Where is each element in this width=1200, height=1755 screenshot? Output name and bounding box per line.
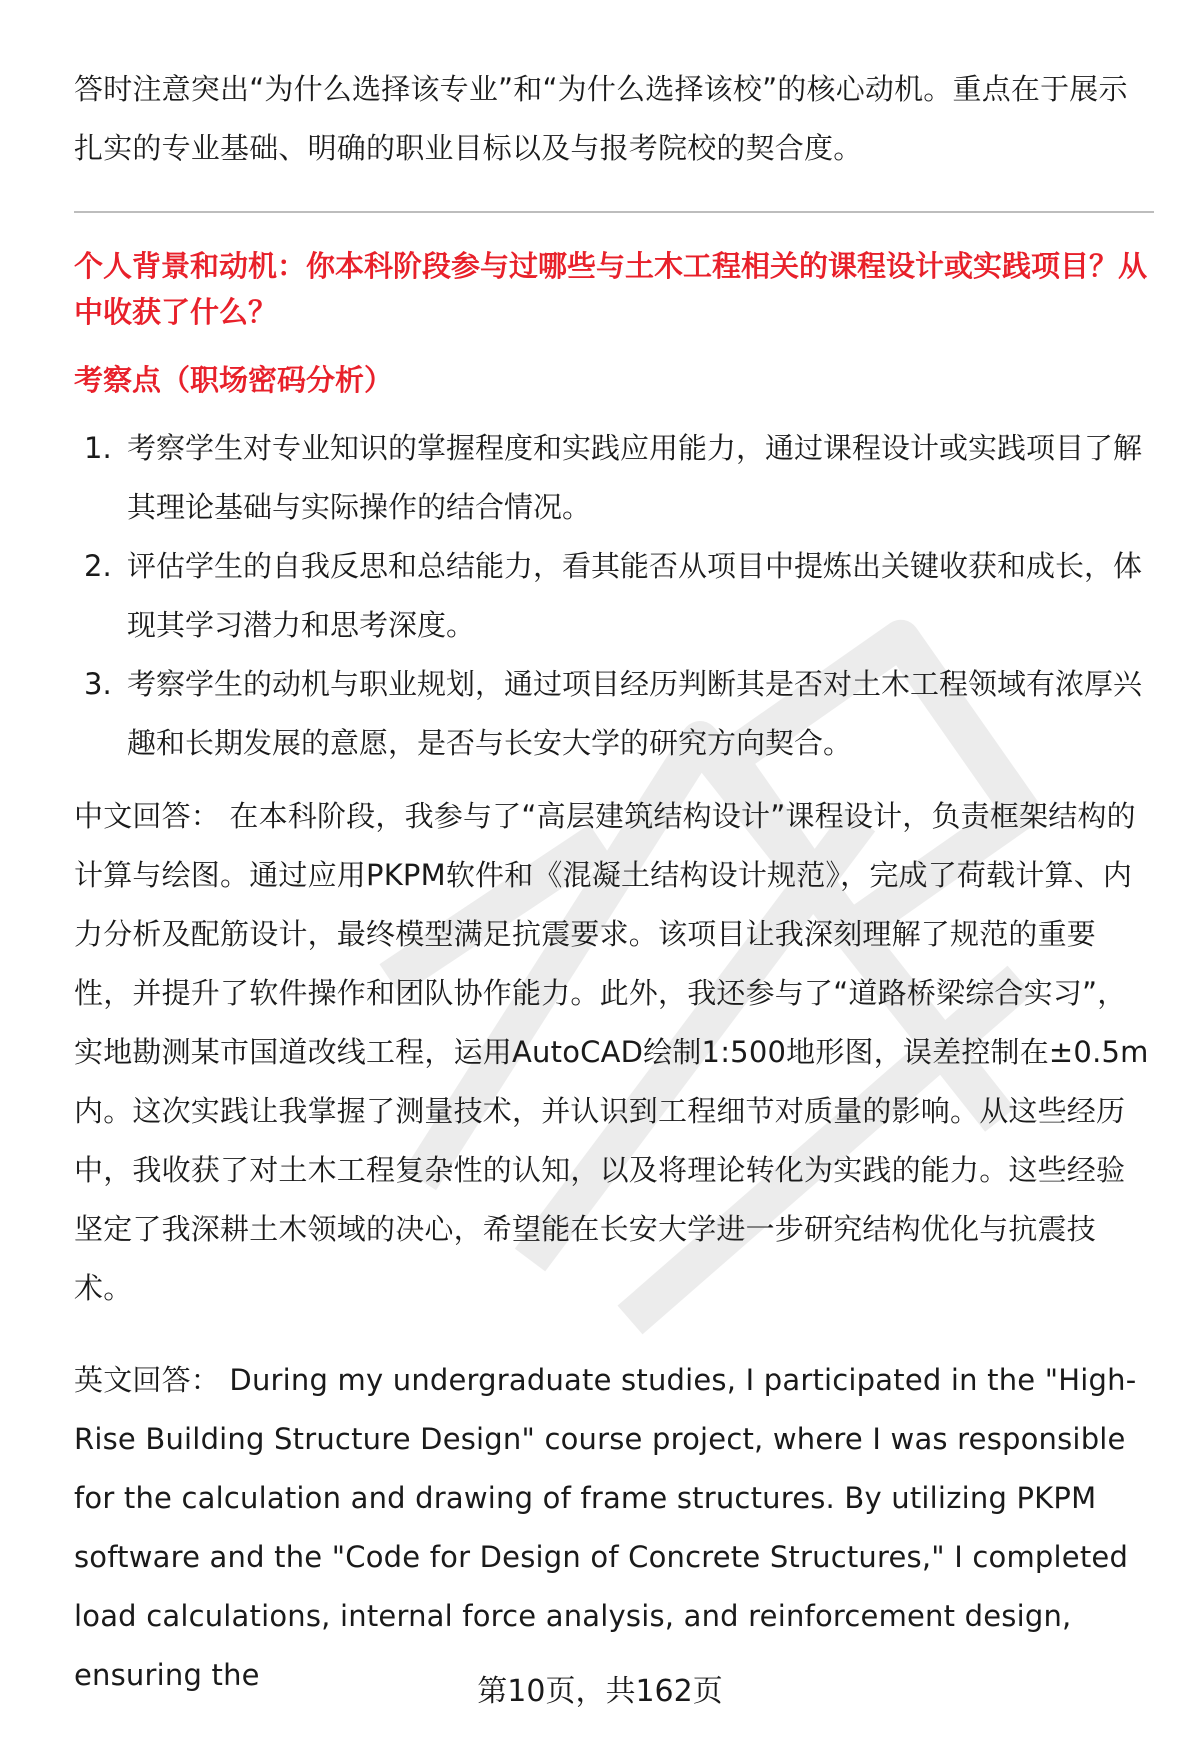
list-item-text: 考察学生对专业知识的掌握程度和实践应用能力，通过课程设计或实践项目了解其理论基础与实际操作的结合情况。 — [127, 431, 1143, 524]
list-item-text: 考察学生的动机与职业规划，通过项目经历判断其是否对土木工程领域有浓厚兴趣和长期发展的意愿，是否与长安大学的研究方向契合。 — [127, 667, 1143, 760]
list-item-number: 3. — [84, 667, 112, 701]
chinese-answer-paragraph: 中文回答： 在本科阶段，我参与了“高层建筑结构设计”课程设计，负责框架结构的计算与绘图。通过应用PKPM软件和《混凝土结构设计规范》，完成了荷载计算、内力分析及配筋设计，最终模型满足抗震要求。该项目让我深刻理解了规范的重要性，并提升了软件操作和团队协作能力。此外，我还参与了“道路桥梁综合实习”，实地勘测某市国道改线工程，运用AutoCAD绘制1:500地形图，误差控制在±0.5m内。这次实践让我掌握了测量技术，并认识到工程细节对质量的影响。从这些经历中，我收获了对土木工程复杂性的认知，以及将理论转化为实践的能力。这些经验坚定了我深耕土木领域的决心，希望能在长安大学进一步研究结构优化与抗震技术。 — [74, 799, 1149, 1305]
english-answer-paragraph: 英文回答： During my undergraduate studies, I participated in the "High-Rise Building Structure Design" course project, where I was responsible for the calculation and drawing of frame structures. By utilizing PKPM software and the "Code for Design of Concrete Structures," I completed load calculations, internal force analysis, and reinforcement design, ensuring the — [74, 1363, 1137, 1692]
list-item — [74, 655, 1154, 773]
list-item — [74, 537, 1154, 655]
content-area — [74, 60, 1154, 1705]
exam-point-list — [74, 419, 1154, 773]
list-item — [74, 419, 1154, 537]
intro-paragraph: 答时注意突出“为什么选择该专业”和“为什么选择该校”的核心动机。重点在于展示扎实的专业基础、明确的职业目标以及与报考院校的契合度。 — [74, 72, 1128, 165]
list-item-number: 2. — [84, 549, 112, 583]
list-item-text: 评估学生的自我反思和总结能力，看其能否从项目中提炼出关键收获和成长，体现其学习潜力和思考深度。 — [127, 549, 1143, 642]
list-item-number: 1. — [84, 431, 112, 465]
section-divider — [74, 211, 1154, 213]
exam-point-heading: 考察点（职场密码分析） — [74, 363, 394, 397]
question-heading: 个人背景和动机：你本科阶段参与过哪些与土木工程相关的课程设计或实践项目？从中收获了什么？ — [74, 249, 1148, 329]
page-number-footer: 第10页，共162页 — [477, 1674, 723, 1709]
